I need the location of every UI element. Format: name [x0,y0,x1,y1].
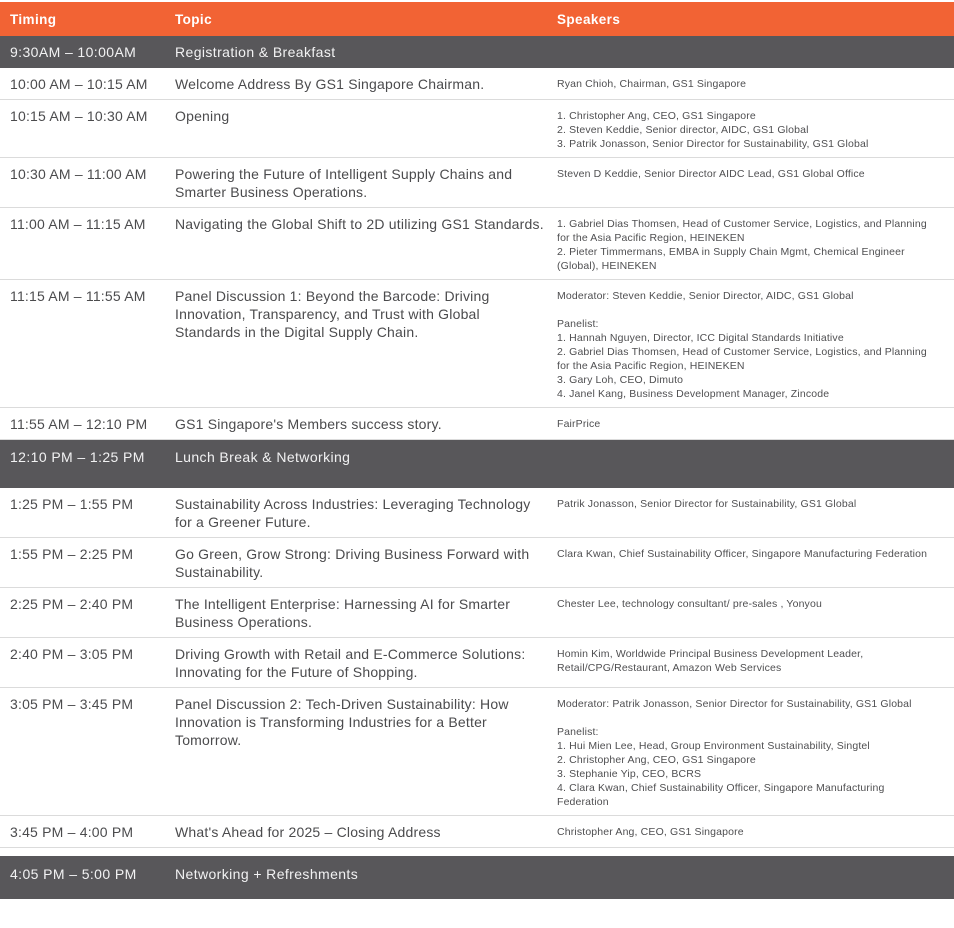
item-speakers [557,495,954,531]
speaker-line: 2. Pieter Timmermans, EMBA in Supply Chain Mgmt, Chemical Engineer (Global), HEINEKEN [557,246,905,272]
speaker-line: Clara Kwan, Chief Sustainability Officer, Singapore Manufacturing Federation [557,548,928,560]
agenda-item-row [0,158,954,208]
section-band-row [0,36,954,68]
item-topic: Welcome Address By GS1 Singapore Chairman. [175,76,485,92]
speaker-line: Ryan Chioh, Chairman, GS1 Singapore [557,78,747,90]
item-timing: 10:30 AM – 11:00 AM [10,166,147,182]
item-topic: What's Ahead for 2025 – Closing Address [175,824,441,840]
speaker-line: 1. Hui Mien Lee, Head, Group Environment Sustainability, Singtel [557,740,870,752]
speaker-line: Christopher Ang, CEO, GS1 Singapore [557,826,744,838]
section-band-row [0,440,954,488]
item-timing: 2:40 PM – 3:05 PM [10,646,134,662]
item-timing: 10:15 AM – 10:30 AM [10,108,148,124]
section-speakers-empty [557,866,954,899]
agenda-item-row [0,100,954,158]
speaker-line: 3. Gary Loh, CEO, Dimuto [557,374,684,386]
item-speakers [557,823,954,841]
item-speakers [557,287,954,401]
item-topic: Navigating the Global Shift to 2D utilizing GS1 Standards. [175,216,544,232]
item-topic: Go Green, Grow Strong: Driving Business Forward with Sustainability. [175,546,530,580]
speaker-line: 2. Christopher Ang, CEO, GS1 Singapore [557,754,756,766]
speaker-line: Homin Kim, Worldwide Principal Business Development Leader, Retail/CPG/Restaurant, Amazon Web Services [557,648,864,674]
section-timing: 12:10 PM – 1:25 PM [10,449,145,465]
item-topic: Sustainability Across Industries: Leveraging Technology for a Greener Future. [175,496,531,530]
section-title: Networking + Refreshments [175,866,359,882]
agenda-item-row [0,408,954,440]
speaker-line: FairPrice [557,418,601,430]
item-speakers [557,165,954,201]
speaker-gap [557,303,938,317]
section-band-row [0,856,954,899]
agenda-item-row [0,638,954,688]
item-topic: Opening [175,108,230,124]
speaker-line: Chester Lee, technology consultant/ pre-sales , Yonyou [557,598,822,610]
speaker-line: 2. Gabriel Dias Thomsen, Head of Customer Service, Logistics, and Planning for the Asia Pacific Region, HEINEKEN [557,346,927,372]
item-timing: 1:55 PM – 2:25 PM [10,546,134,562]
item-topic: The Intelligent Enterprise: Harnessing AI for Smarter Business Operations. [175,596,511,630]
item-speakers [557,545,954,581]
agenda-item-row [0,488,954,538]
speaker-line: 3. Patrik Jonasson, Senior Director for Sustainability, GS1 Global [557,138,869,150]
table-header [0,2,954,36]
speaker-line: Patrik Jonasson, Senior Director for Sustainability, GS1 Global [557,498,857,510]
speaker-line: Moderator: Steven Keddie, Senior Director, AIDC, GS1 Global [557,290,854,302]
agenda-rows [0,36,954,899]
speaker-line: 1. Hannah Nguyen, Director, ICC Digital Standards Initiative [557,332,844,344]
item-topic: Powering the Future of Intelligent Supply Chains and Smarter Business Operations. [175,166,513,200]
item-timing: 11:00 AM – 11:15 AM [10,216,146,232]
item-speakers [557,645,954,681]
item-topic: Panel Discussion 2: Tech-Driven Sustainability: How Innovation is Transforming Industries for a Better Tomorrow. [175,696,509,748]
column-header-speakers: Speakers [557,11,621,27]
item-timing: 1:25 PM – 1:55 PM [10,496,134,512]
column-header-timing: Timing [10,11,57,27]
item-speakers [557,75,954,93]
item-timing: 2:25 PM – 2:40 PM [10,596,134,612]
item-speakers [557,415,954,433]
item-timing: 11:15 AM – 11:55 AM [10,288,146,304]
item-speakers [557,107,954,151]
agenda-item-row [0,588,954,638]
speaker-line: 1. Gabriel Dias Thomsen, Head of Customer Service, Logistics, and Planning for the Asia Pacific Region, HEINEKEN [557,218,927,244]
speaker-line: 4. Clara Kwan, Chief Sustainability Officer, Singapore Manufacturing Federation [557,782,885,808]
speaker-gap [557,711,938,725]
section-title: Registration & Breakfast [175,44,336,60]
section-timing: 9:30AM – 10:00AM [10,44,137,60]
item-topic: Panel Discussion 1: Beyond the Barcode: Driving Innovation, Transparency, and Trust with Global Standards in the Digital Supply Chain. [175,288,490,340]
speaker-line: 4. Janel Kang, Business Development Manager, Zincode [557,388,830,400]
item-topic: Driving Growth with Retail and E-Commerce Solutions: Innovating for the Future of Shopping. [175,646,526,680]
agenda-item-row [0,280,954,408]
speaker-line: 2. Steven Keddie, Senior director, AIDC, GS1 Global [557,124,809,136]
item-timing: 10:00 AM – 10:15 AM [10,76,148,92]
item-timing: 11:55 AM – 12:10 PM [10,416,148,432]
speaker-line: Moderator: Patrik Jonasson, Senior Director for Sustainability, GS1 Global [557,698,912,710]
item-topic: GS1 Singapore's Members success story. [175,416,442,432]
agenda-item-row [0,688,954,816]
item-timing: 3:05 PM – 3:45 PM [10,696,134,712]
item-speakers [557,695,954,809]
agenda-item-row [0,208,954,280]
speaker-line: Steven D Keddie, Senior Director AIDC Lead, GS1 Global Office [557,168,865,180]
item-timing: 3:45 PM – 4:00 PM [10,824,134,840]
item-speakers [557,595,954,631]
speaker-line: Panelist: [557,726,599,738]
speaker-line: Panelist: [557,318,599,330]
column-header-topic: Topic [175,11,212,27]
section-timing: 4:05 PM – 5:00 PM [10,866,137,882]
agenda-item-row [0,538,954,588]
section-title: Lunch Break & Networking [175,449,351,465]
speaker-line: 1. Christopher Ang, CEO, GS1 Singapore [557,110,756,122]
speaker-line: 3. Stephanie Yip, CEO, BCRS [557,768,702,780]
agenda-item-row [0,68,954,100]
agenda-item-row [0,816,954,848]
item-speakers [557,215,954,273]
section-speakers-empty [557,449,954,488]
